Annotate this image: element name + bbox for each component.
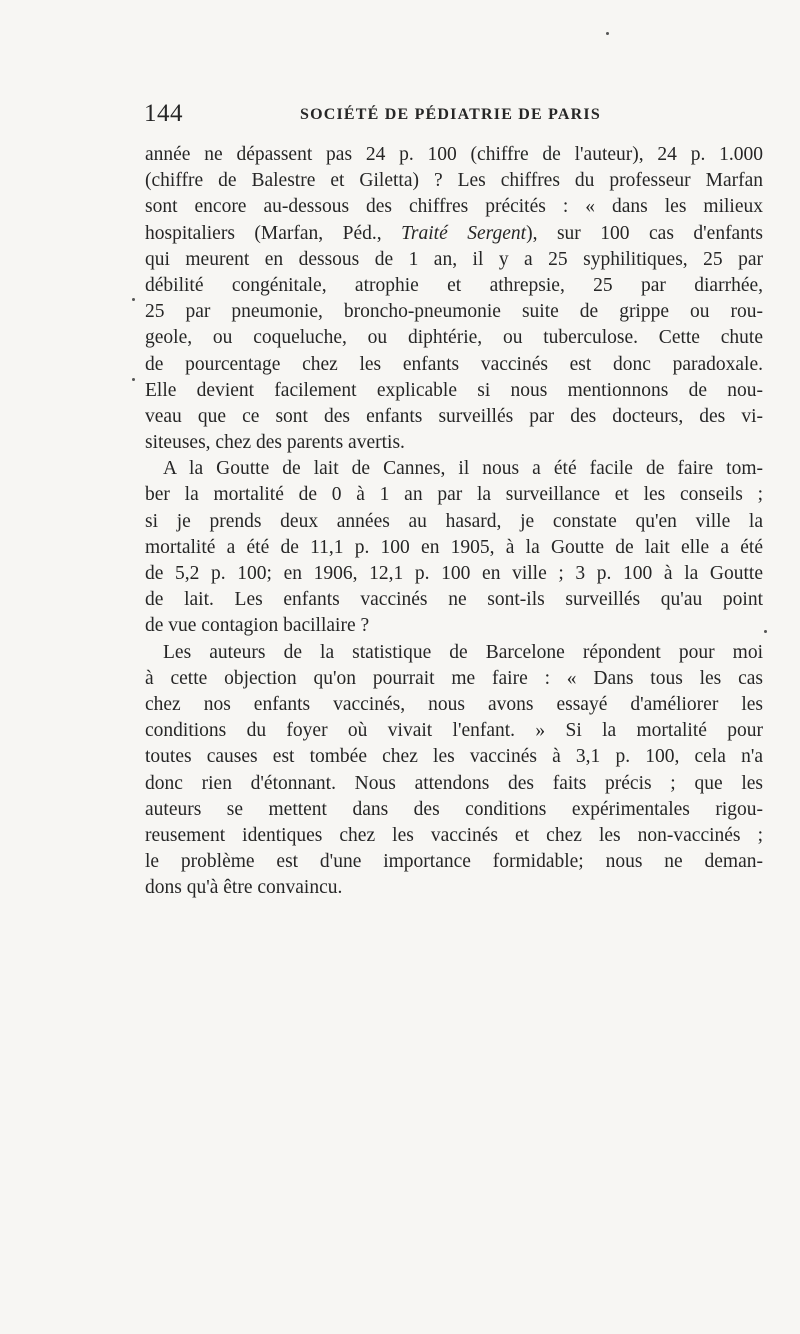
text-line: chez nos enfants vaccinés, nous avons essayé d'améliorer les [145, 693, 763, 715]
text-line: reusement identiques chez les vaccinés et chez les non-vaccinés ; [145, 824, 763, 846]
text-line: à cette objection qu'on pourrait me faire : « Dans tous les cas [145, 667, 763, 689]
text-line: auteurs se mettent dans des conditions expérimentales rigou- [145, 798, 763, 820]
print-speck [132, 298, 135, 301]
text-line: de vue contagion bacillaire ? [145, 615, 370, 637]
text-line: conditions du foyer où vivait l'enfant. » Si la mortalité pour [145, 720, 763, 742]
print-speck [764, 630, 767, 633]
text-line: de 5,2 p. 100; en 1906, 12,1 p. 100 en ville ; 3 p. 100 à la Goutte [145, 563, 763, 584]
text-line: qui meurent en dessous de 1 an, il y a 25 syphilitiques, 25 par [145, 248, 763, 270]
text-line: sont encore au-dessous des chiffres précités : « dans les milieux [145, 196, 763, 218]
text-line: 25 par pneumonie, broncho-pneumonie suite de grippe ou rou- [145, 301, 763, 323]
text-line: veau que ce sont des enfants surveillés par des docteurs, des vi- [145, 405, 763, 427]
text-line: Les auteurs de la statistique de Barcelone répondent pour moi [163, 641, 763, 663]
print-speck [606, 32, 609, 35]
text-line: débilité congénitale, atrophie et athrepsie, 25 par diarrhée, [145, 274, 763, 296]
text-line: siteuses, chez des parents avertis. [145, 432, 405, 454]
page-header [144, 100, 764, 130]
paragraph-3 [145, 640, 763, 902]
text-line: de pourcentage chez les enfants vaccinés est donc paradoxale. [145, 353, 763, 375]
page-number: 144 [144, 100, 183, 127]
text-line: geole, ou coqueluche, ou diphtérie, ou tuberculose. Cette chute [145, 327, 763, 349]
paragraph-2 [145, 456, 763, 639]
text-line: A la Goutte de lait de Cannes, il nous a été facile de faire tom- [163, 458, 763, 480]
text-line: Elle devient facilement explicable si nous mentionnons de nou- [145, 379, 763, 401]
text-line: dons qu'à être convaincu. [145, 877, 343, 899]
text-line: si je prends deux années au hasard, je constate qu'en ville la [145, 510, 763, 532]
text-line-part: hospitaliers (Marfan, Péd., [145, 222, 402, 244]
book-title: Traité Sergent [401, 222, 527, 244]
text-line: donc rien d'étonnant. Nous attendons des faits précis ; que les [145, 772, 763, 794]
body-text [145, 142, 763, 901]
text-line: mortalité a été de 11,1 p. 100 en 1905, à la Goutte de lait elle a été [145, 536, 763, 558]
print-speck [132, 378, 135, 381]
paragraph-1 [145, 142, 763, 456]
text-line: année ne dépassent pas 24 p. 100 (chiffre de l'auteur), 24 p. 1.000 [145, 144, 763, 165]
text-line: le problème est d'une importance formidable; nous ne deman- [145, 851, 763, 873]
text-line-part: ), sur 100 cas d'enfants [526, 222, 763, 244]
text-line: toutes causes est tombée chez les vaccinés à 3,1 p. 100, cela n'a [145, 746, 763, 768]
running-head: SOCIÉTÉ DE PÉDIATRIE DE PARIS [300, 106, 601, 123]
text-line: de lait. Les enfants vaccinés ne sont-ils surveillés qu'au point [145, 589, 763, 611]
text-line [145, 221, 763, 247]
text-line: (chiffre de Balestre et Giletta) ? Les chiffres du professeur Marfan [145, 170, 763, 192]
text-line: ber la mortalité de 0 à 1 an par la surveillance et les conseils ; [145, 484, 763, 506]
